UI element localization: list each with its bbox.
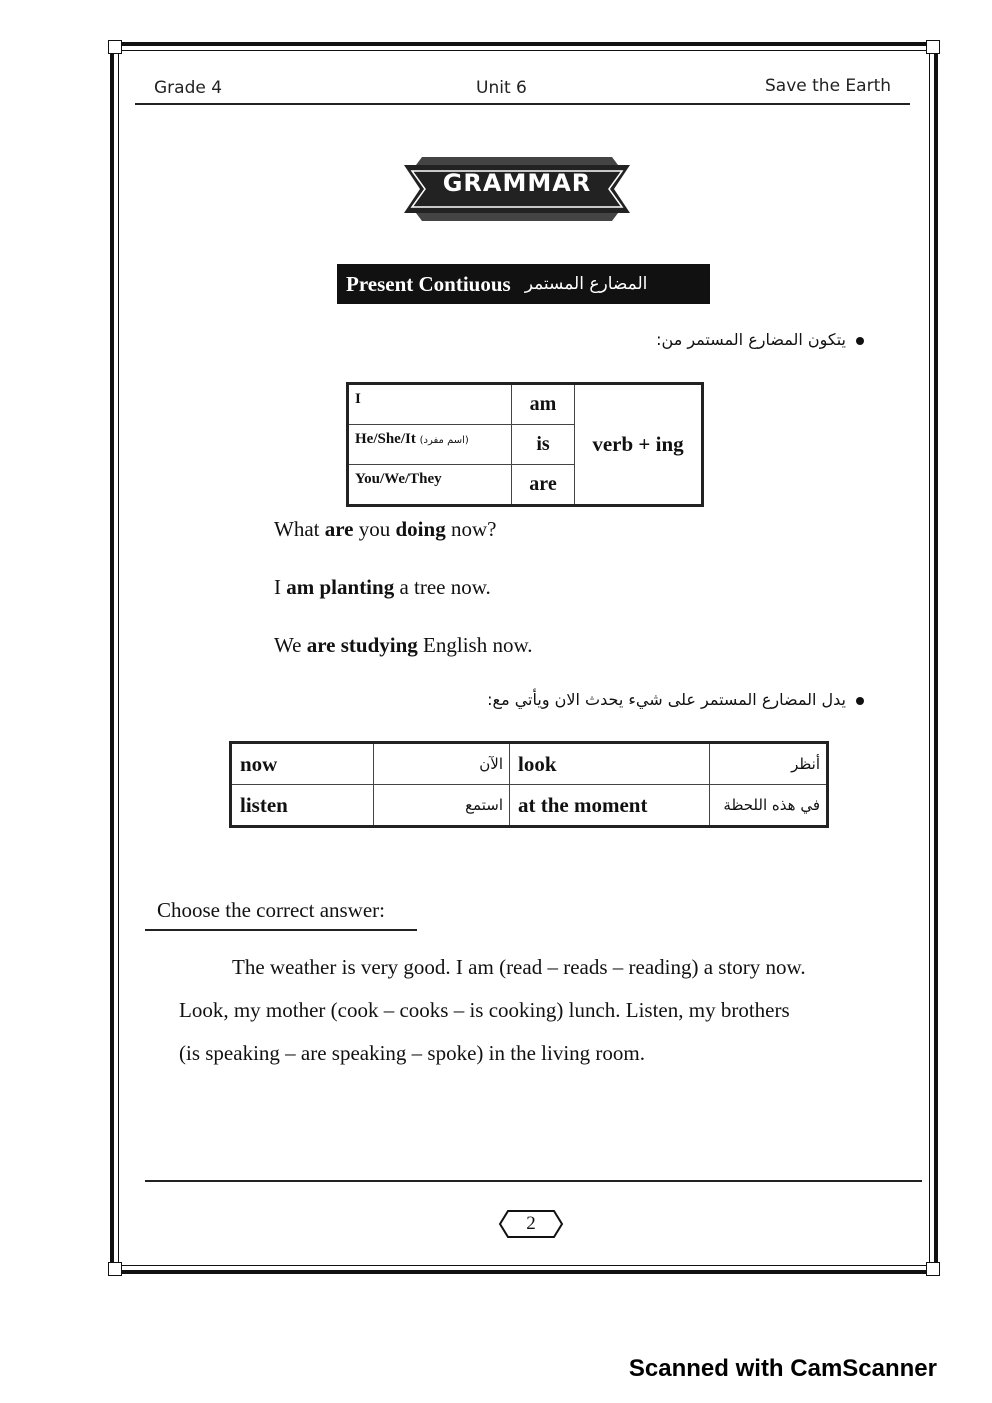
border-corner (108, 1262, 122, 1276)
pronoun-text: You/We/They (355, 471, 442, 487)
bullet-usage (487, 690, 864, 709)
expression-arabic: أنظر (710, 743, 828, 785)
page-number-badge (498, 1207, 564, 1241)
pronoun-text: I (355, 391, 361, 407)
section-title-bar (337, 264, 710, 304)
border-corner (926, 40, 940, 54)
section-title-arabic: المضارع المستمر (524, 274, 648, 294)
header-grade: Grade 4 (154, 78, 223, 98)
exercise-line: (is speaking – are speaking – spoke) in the living room. (179, 1041, 645, 1065)
exercise-heading-underline (145, 929, 417, 931)
table-row (231, 785, 828, 827)
border-corner (926, 1262, 940, 1276)
bullet-usage-text: يدل المضارع المستمر على شيء يحدث الان ويأتي مع: (487, 690, 846, 709)
pronoun-cell (348, 384, 512, 425)
bullet-structure (656, 330, 864, 349)
example-sentence: What are you doing now? (274, 517, 497, 541)
exercise-line: The weather is very good. I am (read – reads – reading) a story now. (232, 955, 806, 979)
exercise-line: Look, my mother (cook – cooks – is cooking) lunch. Listen, my brothers (179, 998, 790, 1022)
expression-arabic: في هذه اللحظة (710, 785, 828, 827)
grammar-logo (404, 155, 630, 223)
be-verb-cell: are (512, 465, 575, 506)
example-sentence: I am planting a tree now. (274, 575, 491, 599)
be-verb-cell: am (512, 384, 575, 425)
expression-arabic: الآن (374, 743, 510, 785)
expression-english: now (231, 743, 374, 785)
time-expressions-table (229, 741, 829, 828)
table-row (348, 384, 703, 425)
pronoun-cell (348, 465, 512, 506)
bullet-icon (856, 337, 864, 345)
formula-cell: verb + ing (575, 384, 703, 506)
scanner-watermark: Scanned with CamScanner (628, 1355, 937, 1382)
pronoun-text: He/She/It (355, 431, 416, 447)
footer-divider (145, 1180, 922, 1182)
header-topic: Save the Earth (765, 76, 892, 96)
expression-arabic: استمع (374, 785, 510, 827)
exercise-heading: Choose the correct answer: (157, 898, 385, 922)
pronoun-cell (348, 425, 512, 465)
bullet-structure-text: يتكون المضارع المستمر من: (656, 330, 846, 349)
section-title-english: Present Contiuous (346, 271, 511, 296)
page-border-inner (118, 50, 930, 1266)
grammar-logo-text: GRAMMAR (442, 169, 592, 197)
border-corner (108, 40, 122, 54)
example-sentence: We are studying English now. (274, 633, 533, 657)
expression-english: look (510, 743, 710, 785)
page-number: 2 (526, 1213, 536, 1234)
bullet-icon (856, 697, 864, 705)
pronoun-note: (اسم مفرد) (419, 435, 469, 446)
table-row (231, 743, 828, 785)
expression-english: listen (231, 785, 374, 827)
header-unit: Unit 6 (476, 78, 527, 98)
structure-table (346, 382, 704, 507)
expression-english: at the moment (510, 785, 710, 827)
header-divider (135, 103, 910, 105)
be-verb-cell: is (512, 425, 575, 465)
